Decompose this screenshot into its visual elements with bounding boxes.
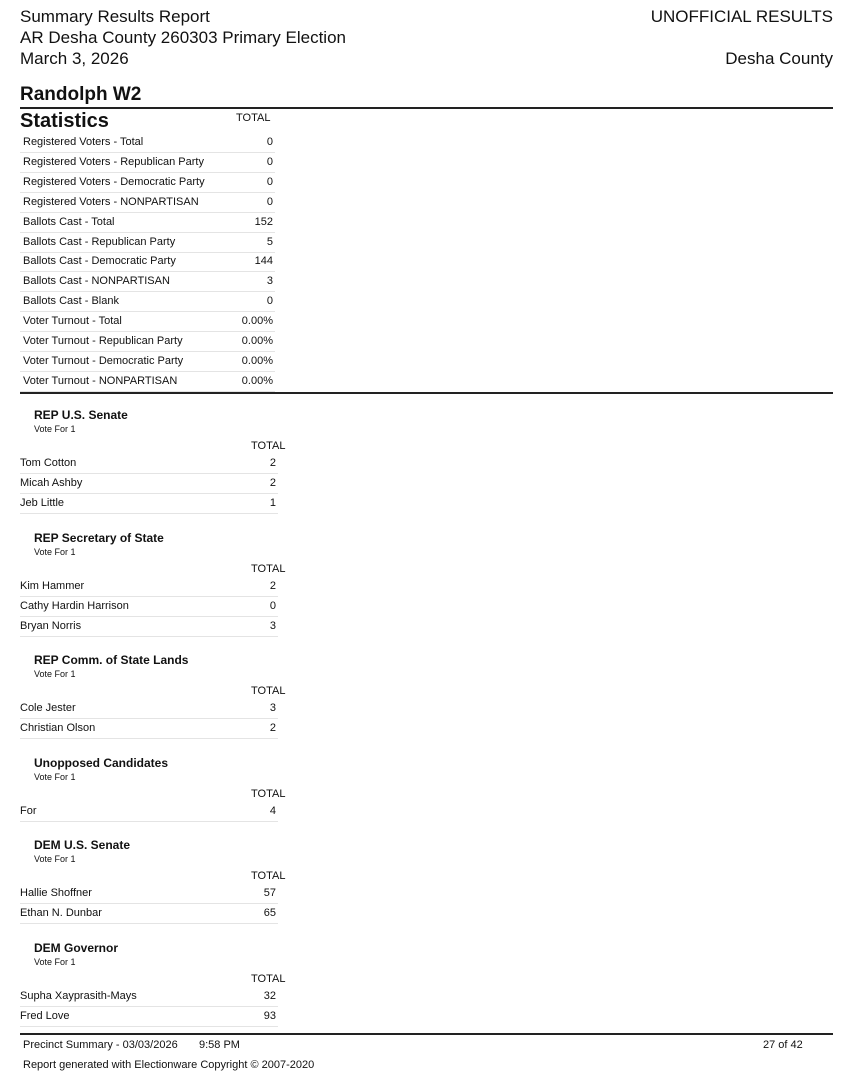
candidate-total: 2	[269, 477, 276, 489]
candidate-row	[20, 597, 278, 617]
candidate-row	[20, 987, 278, 1007]
candidate-name: Micah Ashby	[20, 477, 83, 489]
statistics-row	[20, 332, 275, 352]
candidate-total: 2	[269, 580, 276, 592]
candidate-total: 2	[269, 722, 276, 734]
statistics-row-value: 0.00%	[241, 315, 273, 328]
election-name: AR Desha County 260303 Primary Election	[20, 28, 346, 47]
candidate-name: Christian Olson	[20, 722, 96, 734]
statistics-row-label: Voter Turnout - Democratic Party	[23, 354, 184, 367]
statistics-row	[20, 193, 275, 213]
race-vote-for: Vote For 1	[34, 772, 76, 782]
candidate-name: Tom Cotton	[20, 457, 77, 469]
statistics-row-value: 0	[266, 155, 273, 168]
statistics-row-value: 144	[254, 255, 273, 268]
race-total-header: TOTAL	[251, 788, 286, 800]
candidate-name: For	[20, 805, 37, 817]
candidate-total: 0	[269, 600, 276, 612]
candidate-total: 3	[269, 620, 276, 632]
footer-summary: Precinct Summary - 03/03/2026	[23, 1039, 178, 1051]
statistics-row	[20, 213, 275, 233]
county-name: Desha County	[725, 49, 833, 68]
statistics-row-value: 5	[266, 235, 273, 248]
candidate-total: 1	[269, 497, 276, 509]
candidate-total: 65	[263, 907, 276, 919]
race-vote-for: Vote For 1	[34, 547, 76, 557]
precinct-divider	[20, 107, 833, 109]
candidate-total: 32	[263, 990, 276, 1002]
candidate-name: Jeb Little	[20, 497, 65, 509]
candidate-total: 93	[263, 1010, 276, 1022]
race-title: REP Comm. of State Lands	[34, 653, 189, 667]
race-vote-for: Vote For 1	[34, 669, 76, 679]
candidate-row	[20, 617, 278, 637]
candidate-name: Supha Xayprasith-Mays	[20, 990, 137, 1002]
candidate-name: Fred Love	[20, 1010, 70, 1022]
statistics-row-value: 0	[266, 295, 273, 308]
candidate-row	[20, 474, 278, 494]
race-vote-for: Vote For 1	[34, 957, 76, 967]
candidate-row	[20, 494, 278, 514]
statistics-row-value: 0	[266, 136, 273, 148]
statistics-row-value: 152	[254, 215, 273, 228]
candidate-name: Hallie Shoffner	[20, 887, 92, 899]
statistics-row	[20, 272, 275, 292]
race-title: REP Secretary of State	[34, 531, 164, 545]
candidate-row	[20, 884, 278, 904]
statistics-row	[20, 153, 275, 173]
candidate-row	[20, 577, 278, 597]
statistics-row-label: Registered Voters - Total	[23, 136, 144, 148]
candidate-row	[20, 699, 278, 719]
candidate-row	[20, 454, 278, 474]
statistics-row-label: Ballots Cast - Democratic Party	[23, 255, 176, 268]
report-title: Summary Results Report	[20, 7, 210, 26]
statistics-row-label: Ballots Cast - Total	[23, 215, 115, 228]
race-total-header: TOTAL	[251, 973, 286, 985]
statistics-row	[20, 233, 275, 253]
statistics-row-value: 0.00%	[241, 374, 273, 387]
candidate-row	[20, 719, 278, 739]
statistics-row-label: Voter Turnout - Total	[23, 315, 122, 328]
race-title: Unopposed Candidates	[34, 756, 169, 770]
race-total-header: TOTAL	[251, 870, 286, 882]
statistics-row-label: Ballots Cast - NONPARTISAN	[23, 275, 170, 288]
page-number: 27 of 42	[763, 1039, 803, 1051]
race-vote-for: Vote For 1	[34, 854, 76, 864]
statistics-row-label: Registered Voters - NONPARTISAN	[23, 195, 199, 208]
statistics-row	[20, 173, 275, 193]
candidate-name: Kim Hammer	[20, 580, 85, 592]
race-total-header: TOTAL	[251, 440, 286, 452]
race-title: REP U.S. Senate	[34, 408, 128, 422]
statistics-row	[20, 372, 275, 392]
results-status: UNOFFICIAL RESULTS	[650, 7, 833, 26]
statistics-title: Statistics	[20, 110, 109, 132]
statistics-row-label: Registered Voters - Republican Party	[23, 155, 204, 168]
statistics-row-value: 0.00%	[241, 335, 273, 347]
statistics-row-label: Registered Voters - Democratic Party	[23, 175, 205, 188]
race-total-header: TOTAL	[251, 685, 286, 697]
race-title: DEM U.S. Senate	[34, 838, 131, 852]
candidate-total: 2	[269, 457, 276, 469]
race-total-header: TOTAL	[251, 563, 286, 575]
statistics-row	[20, 252, 275, 272]
candidate-name: Bryan Norris	[20, 620, 82, 632]
statistics-row-label: Voter Turnout - Republican Party	[23, 335, 183, 347]
precinct-name: Randolph W2	[20, 84, 142, 105]
statistics-total-header: TOTAL	[236, 112, 271, 124]
candidate-name: Ethan N. Dunbar	[20, 907, 102, 919]
statistics-divider	[20, 392, 833, 394]
race-vote-for: Vote For 1	[34, 424, 76, 434]
candidate-row	[20, 1007, 278, 1027]
statistics-row-value: 3	[266, 275, 273, 288]
statistics-row-value: 0.00%	[241, 354, 273, 367]
statistics-row	[20, 312, 275, 332]
statistics-row-label: Ballots Cast - Blank	[23, 295, 119, 308]
candidate-total: 3	[269, 702, 276, 714]
candidate-row	[20, 802, 278, 822]
candidate-total: 57	[263, 887, 276, 899]
candidate-name: Cathy Hardin Harrison	[20, 600, 129, 612]
statistics-row-label: Voter Turnout - NONPARTISAN	[23, 374, 178, 387]
footer-generated: Report generated with Electionware Copyright © 2007-2020	[23, 1059, 315, 1071]
race-title: DEM Governor	[34, 941, 119, 955]
footer-time: 9:58 PM	[199, 1039, 240, 1051]
statistics-row	[20, 352, 275, 372]
candidate-name: Cole Jester	[20, 702, 76, 714]
candidate-row	[20, 904, 278, 924]
statistics-row	[20, 292, 275, 312]
statistics-row-label: Ballots Cast - Republican Party	[23, 235, 176, 248]
statistics-row	[20, 133, 275, 153]
footer-divider	[20, 1033, 833, 1035]
statistics-row-value: 0	[266, 195, 273, 208]
statistics-row-value: 0	[266, 175, 273, 188]
election-date: March 3, 2026	[20, 49, 129, 68]
candidate-total: 4	[269, 805, 276, 817]
